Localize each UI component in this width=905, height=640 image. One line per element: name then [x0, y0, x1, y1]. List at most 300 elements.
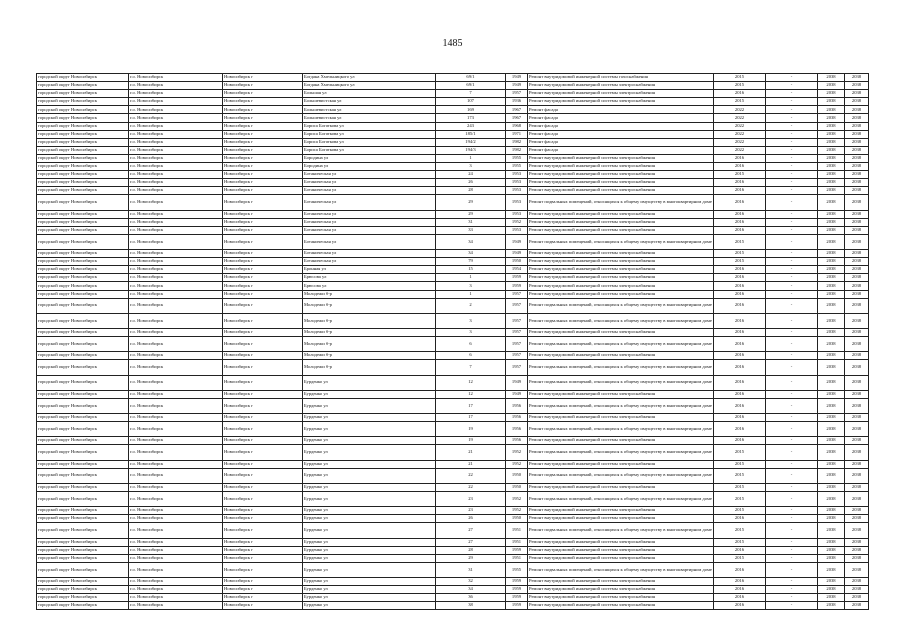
build-year-cell: 1951: [506, 523, 528, 538]
settlement-cell: г.о. Новосибирск: [129, 146, 223, 154]
build-year-cell: 1982: [506, 138, 528, 146]
table-row: [37, 390, 869, 398]
year-to-cell: 2038: [845, 106, 869, 114]
table-row: [37, 171, 869, 179]
planned-year-cell: 2016: [714, 290, 766, 298]
work-type-cell: Ремонт подвальных помещений, относящихся к общему имуществу в многоквартирном доме: [528, 234, 714, 249]
locality-cell: Новосибирск г: [223, 90, 303, 98]
dash-cell: -: [766, 523, 818, 538]
build-year-cell: 1950: [506, 515, 528, 523]
dash-cell: -: [766, 313, 818, 328]
work-type-cell: Ремонт подвальных помещений, относящихся к общему имуществу в многоквартирном доме: [528, 360, 714, 375]
settlement-cell: г.о. Новосибирск: [129, 562, 223, 577]
dash-cell: -: [766, 130, 818, 138]
street-cell: Ботаническая ул: [303, 179, 436, 187]
street-cell: Ботаническая ул: [303, 210, 436, 218]
settlement-cell: г.о. Новосибирск: [129, 554, 223, 562]
year-from-cell: 2038: [818, 491, 845, 506]
settlement-cell: г.о. Новосибирск: [129, 298, 223, 313]
table-row: [37, 274, 869, 282]
table-row: [37, 422, 869, 437]
dash-cell: -: [766, 445, 818, 460]
settlement-cell: г.о. Новосибирск: [129, 337, 223, 352]
work-type-cell: Ремонт внутридомовой инженерной системы электроснабжения: [528, 274, 714, 282]
build-year-cell: 1957: [506, 290, 528, 298]
settlement-cell: г.о. Новосибирск: [129, 483, 223, 491]
year-to-cell: 2038: [845, 171, 869, 179]
planned-year-cell: 2015: [714, 98, 766, 106]
planned-year-cell: 2016: [714, 578, 766, 586]
work-type-cell: Ремонт внутридомовой инженерной системы электроснабжения: [528, 218, 714, 226]
year-from-cell: 2038: [818, 82, 845, 90]
table-row: [37, 445, 869, 460]
dash-cell: -: [766, 171, 818, 179]
planned-year-cell: 2016: [714, 594, 766, 602]
year-from-cell: 2038: [818, 445, 845, 460]
year-to-cell: 2038: [845, 210, 869, 218]
dash-cell: -: [766, 546, 818, 554]
year-from-cell: 2038: [818, 515, 845, 523]
municipality-cell: городской округ Новосибирск: [37, 226, 129, 234]
planned-year-cell: 2015: [714, 523, 766, 538]
planned-year-cell: 2015: [714, 554, 766, 562]
table-row: [37, 491, 869, 506]
house-number-cell: 23: [436, 507, 506, 515]
locality-cell: Новосибирск г: [223, 422, 303, 437]
locality-cell: Новосибирск г: [223, 437, 303, 445]
locality-cell: Новосибирск г: [223, 226, 303, 234]
planned-year-cell: 2015: [714, 250, 766, 258]
planned-year-cell: 2015: [714, 171, 766, 179]
municipality-cell: городской округ Новосибирск: [37, 154, 129, 162]
dash-cell: -: [766, 122, 818, 130]
work-type-cell: Ремонт фасада: [528, 122, 714, 130]
build-year-cell: 1959: [506, 274, 528, 282]
year-from-cell: 2038: [818, 282, 845, 290]
house-number-cell: 1: [436, 154, 506, 162]
year-to-cell: 2038: [845, 234, 869, 249]
locality-cell: Новосибирск г: [223, 171, 303, 179]
house-number-cell: 22: [436, 468, 506, 483]
table-row: [37, 82, 869, 90]
locality-cell: Новосибирск г: [223, 594, 303, 602]
locality-cell: Новосибирск г: [223, 179, 303, 187]
work-type-cell: Ремонт внутридомовой инженерной системы электроснабжения: [528, 546, 714, 554]
year-from-cell: 2038: [818, 258, 845, 266]
work-type-cell: Ремонт подвальных помещений, относящихся к общему имуществу в многоквартирном доме: [528, 375, 714, 390]
year-to-cell: 2038: [845, 578, 869, 586]
settlement-cell: г.о. Новосибирск: [129, 114, 223, 122]
locality-cell: Новосибирск г: [223, 274, 303, 282]
year-to-cell: 2038: [845, 218, 869, 226]
year-to-cell: 2038: [845, 82, 869, 90]
build-year-cell: 1953: [506, 195, 528, 210]
settlement-cell: г.о. Новосибирск: [129, 538, 223, 546]
street-cell: Бурденко ул: [303, 491, 436, 506]
year-from-cell: 2038: [818, 562, 845, 577]
year-from-cell: 2038: [818, 554, 845, 562]
house-number-cell: 173: [436, 114, 506, 122]
build-year-cell: 1955: [506, 154, 528, 162]
work-type-cell: Ремонт подвальных помещений, относящихся к общему имуществу в многоквартирном доме: [528, 398, 714, 413]
build-year-cell: 1951: [506, 538, 528, 546]
dash-cell: -: [766, 114, 818, 122]
year-to-cell: 2038: [845, 422, 869, 437]
table-row: [37, 154, 869, 162]
table-row: [37, 460, 869, 468]
work-type-cell: Ремонт внутридомовой инженерной системы электроснабжения: [528, 163, 714, 171]
year-to-cell: 2038: [845, 460, 869, 468]
settlement-cell: г.о. Новосибирск: [129, 546, 223, 554]
work-type-cell: Ремонт внутридомовой инженерной системы электроснабжения: [528, 515, 714, 523]
planned-year-cell: 2015: [714, 538, 766, 546]
year-from-cell: 2038: [818, 250, 845, 258]
locality-cell: Новосибирск г: [223, 562, 303, 577]
year-from-cell: 2038: [818, 360, 845, 375]
planned-year-cell: 2016: [714, 90, 766, 98]
build-year-cell: 1967: [506, 106, 528, 114]
work-type-cell: Ремонт внутридомовой инженерной системы электроснабжения: [528, 154, 714, 162]
settlement-cell: г.о. Новосибирск: [129, 250, 223, 258]
street-cell: Бурденко ул: [303, 538, 436, 546]
municipality-cell: городской округ Новосибирск: [37, 398, 129, 413]
municipality-cell: городской округ Новосибирск: [37, 298, 129, 313]
table-row: [37, 329, 869, 337]
dash-cell: -: [766, 422, 818, 437]
work-type-cell: Ремонт внутридомовой инженерной системы электроснабжения: [528, 578, 714, 586]
table-row: [37, 562, 869, 577]
dash-cell: -: [766, 226, 818, 234]
municipality-cell: городской округ Новосибирск: [37, 179, 129, 187]
dash-cell: -: [766, 234, 818, 249]
locality-cell: Новосибирск г: [223, 258, 303, 266]
year-to-cell: 2038: [845, 546, 869, 554]
planned-year-cell: 2016: [714, 586, 766, 594]
locality-cell: Новосибирск г: [223, 337, 303, 352]
locality-cell: Новосибирск г: [223, 554, 303, 562]
work-type-cell: Ремонт внутридомовой инженерной системы электроснабжения: [528, 329, 714, 337]
table-row: [37, 195, 869, 210]
locality-cell: Новосибирск г: [223, 114, 303, 122]
locality-cell: Новосибирск г: [223, 515, 303, 523]
house-number-cell: 6: [436, 337, 506, 352]
municipality-cell: городской округ Новосибирск: [37, 491, 129, 506]
settlement-cell: г.о. Новосибирск: [129, 90, 223, 98]
work-type-cell: Ремонт внутридомовой инженерной системы электроснабжения: [528, 179, 714, 187]
build-year-cell: 1956: [506, 422, 528, 437]
settlement-cell: г.о. Новосибирск: [129, 82, 223, 90]
table-row: [37, 468, 869, 483]
year-to-cell: 2038: [845, 375, 869, 390]
table-row: [37, 146, 869, 154]
municipality-cell: городской округ Новосибирск: [37, 313, 129, 328]
year-to-cell: 2038: [845, 398, 869, 413]
locality-cell: Новосибирск г: [223, 122, 303, 130]
house-number-cell: 27: [436, 523, 506, 538]
work-type-cell: Ремонт подвальных помещений, относящихся к общему имуществу в многоквартирном доме: [528, 491, 714, 506]
year-to-cell: 2038: [845, 515, 869, 523]
table-row: [37, 594, 869, 602]
settlement-cell: г.о. Новосибирск: [129, 390, 223, 398]
street-cell: Бориса Богаткова ул: [303, 122, 436, 130]
dash-cell: -: [766, 483, 818, 491]
year-from-cell: 2038: [818, 154, 845, 162]
street-cell: Бурденко ул: [303, 546, 436, 554]
house-number-cell: 36: [436, 594, 506, 602]
settlement-cell: г.о. Новосибирск: [129, 266, 223, 274]
build-year-cell: 1953: [506, 171, 528, 179]
municipality-cell: городской округ Новосибирск: [37, 130, 129, 138]
build-year-cell: 1959: [506, 578, 528, 586]
locality-cell: Новосибирск г: [223, 187, 303, 195]
dash-cell: -: [766, 414, 818, 422]
street-cell: Бородина ул: [303, 163, 436, 171]
work-type-cell: Ремонт внутридомовой инженерной системы электроснабжения: [528, 507, 714, 515]
house-number-cell: 31: [436, 218, 506, 226]
locality-cell: Новосибирск г: [223, 106, 303, 114]
settlement-cell: г.о. Новосибирск: [129, 375, 223, 390]
municipality-cell: городской округ Новосибирск: [37, 329, 129, 337]
municipality-cell: городской округ Новосибирск: [37, 274, 129, 282]
planned-year-cell: 2016: [714, 313, 766, 328]
municipality-cell: городской округ Новосибирск: [37, 602, 129, 610]
build-year-cell: 1956: [506, 437, 528, 445]
municipality-cell: городской округ Новосибирск: [37, 163, 129, 171]
street-cell: Богдана Хмельницкого ул: [303, 82, 436, 90]
build-year-cell: 1949: [506, 82, 528, 90]
table-row: [37, 179, 869, 187]
year-to-cell: 2038: [845, 337, 869, 352]
municipality-cell: городской округ Новосибирск: [37, 437, 129, 445]
year-from-cell: 2038: [818, 114, 845, 122]
planned-year-cell: 2016: [714, 163, 766, 171]
dash-cell: -: [766, 554, 818, 562]
dash-cell: -: [766, 491, 818, 506]
build-year-cell: 1959: [506, 282, 528, 290]
planned-year-cell: 2016: [714, 515, 766, 523]
planned-year-cell: 2015: [714, 491, 766, 506]
house-number-cell: 23: [436, 491, 506, 506]
year-to-cell: 2038: [845, 138, 869, 146]
year-from-cell: 2038: [818, 422, 845, 437]
table-body: [37, 74, 869, 610]
street-cell: Молодежи б-р: [303, 352, 436, 360]
table-row: [37, 234, 869, 249]
municipality-cell: городской округ Новосибирск: [37, 422, 129, 437]
table-row: [37, 515, 869, 523]
planned-year-cell: 2016: [714, 187, 766, 195]
table-row: [37, 578, 869, 586]
settlement-cell: г.о. Новосибирск: [129, 352, 223, 360]
work-type-cell: Ремонт внутридомовой инженерной системы электроснабжения: [528, 602, 714, 610]
locality-cell: Новосибирск г: [223, 154, 303, 162]
locality-cell: Новосибирск г: [223, 468, 303, 483]
year-to-cell: 2038: [845, 523, 869, 538]
house-number-cell: 194/2: [436, 138, 506, 146]
settlement-cell: г.о. Новосибирск: [129, 226, 223, 234]
page-number: 1485: [442, 38, 463, 49]
municipality-cell: городской округ Новосибирск: [37, 578, 129, 586]
planned-year-cell: 2016: [714, 298, 766, 313]
dash-cell: -: [766, 195, 818, 210]
year-to-cell: 2038: [845, 602, 869, 610]
year-to-cell: 2038: [845, 352, 869, 360]
planned-year-cell: 2015: [714, 445, 766, 460]
settlement-cell: г.о. Новосибирск: [129, 282, 223, 290]
street-cell: Ботаническая ул: [303, 195, 436, 210]
municipality-cell: городской округ Новосибирск: [37, 586, 129, 594]
year-to-cell: 2038: [845, 114, 869, 122]
settlement-cell: г.о. Новосибирск: [129, 258, 223, 266]
year-from-cell: 2038: [818, 274, 845, 282]
year-to-cell: 2038: [845, 250, 869, 258]
year-to-cell: 2038: [845, 313, 869, 328]
planned-year-cell: 2015: [714, 468, 766, 483]
street-cell: Бурденко ул: [303, 586, 436, 594]
street-cell: Бородина ул: [303, 154, 436, 162]
work-type-cell: Ремонт внутридомовой инженерной системы электроснабжения: [528, 483, 714, 491]
table-row: [37, 187, 869, 195]
table-row: [37, 250, 869, 258]
street-cell: Ботаническая ул: [303, 258, 436, 266]
year-to-cell: 2038: [845, 483, 869, 491]
street-cell: Бурденко ул: [303, 445, 436, 460]
year-to-cell: 2038: [845, 290, 869, 298]
municipality-cell: городской округ Новосибирск: [37, 258, 129, 266]
year-to-cell: 2038: [845, 98, 869, 106]
street-cell: Бориса Богаткова ул: [303, 130, 436, 138]
build-year-cell: 1949: [506, 375, 528, 390]
municipality-cell: городской округ Новосибирск: [37, 74, 129, 82]
table-row: [37, 538, 869, 546]
planned-year-cell: 2015: [714, 258, 766, 266]
dash-cell: -: [766, 187, 818, 195]
work-type-cell: Ремонт внутридомовой инженерной системы электроснабжения: [528, 594, 714, 602]
year-from-cell: 2038: [818, 298, 845, 313]
year-from-cell: 2038: [818, 523, 845, 538]
planned-year-cell: 2016: [714, 329, 766, 337]
table-row: [37, 122, 869, 130]
work-type-cell: Ремонт внутридомовой инженерной системы электроснабжения: [528, 390, 714, 398]
dash-cell: -: [766, 106, 818, 114]
settlement-cell: г.о. Новосибирск: [129, 210, 223, 218]
year-to-cell: 2038: [845, 507, 869, 515]
street-cell: Богдана Хмельницкого ул: [303, 74, 436, 82]
build-year-cell: 1957: [506, 298, 528, 313]
work-type-cell: Ремонт внутридомовой инженерной системы электроснабжения: [528, 98, 714, 106]
house-number-cell: 12: [436, 390, 506, 398]
work-type-cell: Ремонт внутридомовой инженерной системы электроснабжения: [528, 82, 714, 90]
dash-cell: -: [766, 538, 818, 546]
street-cell: Молодежи б-р: [303, 298, 436, 313]
house-number-cell: 7: [436, 90, 506, 98]
build-year-cell: 1953: [506, 179, 528, 187]
table-row: [37, 290, 869, 298]
year-from-cell: 2038: [818, 74, 845, 82]
settlement-cell: г.о. Новосибирск: [129, 234, 223, 249]
locality-cell: Новосибирск г: [223, 130, 303, 138]
settlement-cell: г.о. Новосибирск: [129, 130, 223, 138]
work-type-cell: Ремонт подвальных помещений, относящихся к общему имуществу в многоквартирном доме: [528, 468, 714, 483]
house-number-cell: 26: [436, 515, 506, 523]
work-type-cell: Ремонт фасада: [528, 138, 714, 146]
street-cell: Бурденко ул: [303, 594, 436, 602]
table-row: [37, 398, 869, 413]
year-from-cell: 2038: [818, 210, 845, 218]
dash-cell: -: [766, 375, 818, 390]
planned-year-cell: 2015: [714, 74, 766, 82]
settlement-cell: г.о. Новосибирск: [129, 74, 223, 82]
year-to-cell: 2038: [845, 390, 869, 398]
work-type-cell: Ремонт фасада: [528, 106, 714, 114]
municipality-cell: городской округ Новосибирск: [37, 210, 129, 218]
year-from-cell: 2038: [818, 375, 845, 390]
locality-cell: Новосибирск г: [223, 546, 303, 554]
house-number-cell: 15: [436, 266, 506, 274]
house-number-cell: 34: [436, 234, 506, 249]
year-to-cell: 2038: [845, 90, 869, 98]
work-type-cell: Ремонт внутридомовой инженерной системы газоснабжения: [528, 74, 714, 82]
locality-cell: Новосибирск г: [223, 74, 303, 82]
year-from-cell: 2038: [818, 352, 845, 360]
year-to-cell: 2038: [845, 468, 869, 483]
dash-cell: -: [766, 290, 818, 298]
year-to-cell: 2038: [845, 562, 869, 577]
house-number-cell: 3: [436, 313, 506, 328]
dash-cell: -: [766, 390, 818, 398]
table-row: [37, 546, 869, 554]
year-from-cell: 2038: [818, 218, 845, 226]
locality-cell: Новосибирск г: [223, 507, 303, 515]
locality-cell: Новосибирск г: [223, 602, 303, 610]
house-number-cell: 38: [436, 602, 506, 610]
work-type-cell: Ремонт внутридомовой инженерной системы электроснабжения: [528, 352, 714, 360]
planned-year-cell: 2016: [714, 562, 766, 577]
build-year-cell: 1956: [506, 398, 528, 413]
street-cell: Бурденко ул: [303, 578, 436, 586]
locality-cell: Новосибирск г: [223, 163, 303, 171]
year-to-cell: 2038: [845, 538, 869, 546]
street-cell: Бурденко ул: [303, 483, 436, 491]
year-from-cell: 2038: [818, 468, 845, 483]
build-year-cell: 1971: [506, 130, 528, 138]
settlement-cell: г.о. Новосибирск: [129, 290, 223, 298]
work-type-cell: Ремонт внутридомовой инженерной системы электроснабжения: [528, 258, 714, 266]
street-cell: Бурденко ул: [303, 602, 436, 610]
dash-cell: -: [766, 90, 818, 98]
work-type-cell: Ремонт внутридомовой инженерной системы электроснабжения: [528, 210, 714, 218]
work-type-cell: Ремонт фасада: [528, 130, 714, 138]
locality-cell: Новосибирск г: [223, 218, 303, 226]
dash-cell: -: [766, 74, 818, 82]
municipality-cell: городской округ Новосибирск: [37, 106, 129, 114]
year-from-cell: 2038: [818, 163, 845, 171]
dash-cell: -: [766, 250, 818, 258]
locality-cell: Новосибирск г: [223, 210, 303, 218]
house-number-cell: 24: [436, 171, 506, 179]
year-from-cell: 2038: [818, 226, 845, 234]
dash-cell: -: [766, 337, 818, 352]
house-number-cell: 69/1: [436, 82, 506, 90]
municipality-cell: городской округ Новосибирск: [37, 468, 129, 483]
year-from-cell: 2038: [818, 146, 845, 154]
street-cell: Брюсова ул: [303, 274, 436, 282]
planned-year-cell: 2022: [714, 114, 766, 122]
street-cell: Ботаническая ул: [303, 234, 436, 249]
locality-cell: Новосибирск г: [223, 298, 303, 313]
table-row: [37, 114, 869, 122]
municipality-cell: городской округ Новосибирск: [37, 98, 129, 106]
